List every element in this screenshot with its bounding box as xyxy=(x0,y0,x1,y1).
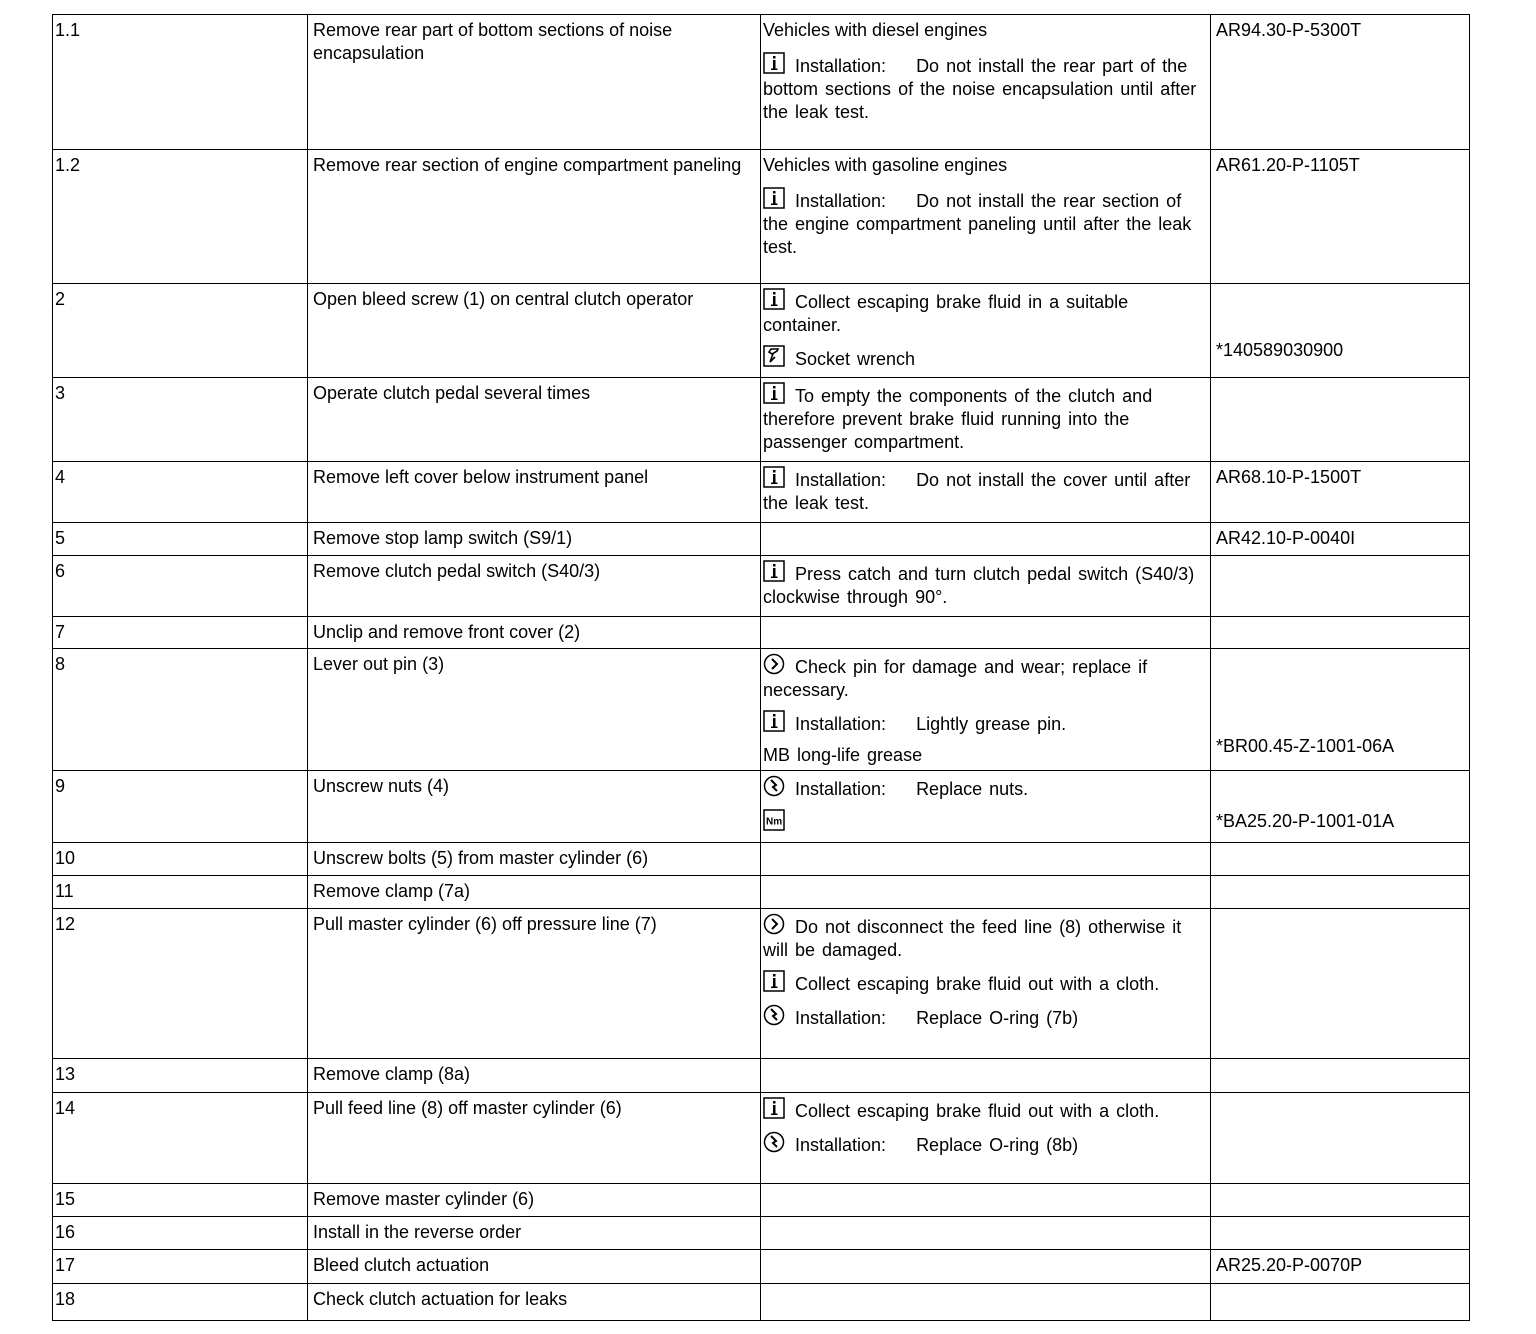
spacer xyxy=(763,42,1200,52)
step-notes xyxy=(761,1250,1211,1284)
step-number: 13 xyxy=(53,1059,308,1093)
procedure-row xyxy=(53,378,1470,462)
step-notes xyxy=(761,771,1211,843)
step-action: Remove clutch pedal switch (S40/3) xyxy=(308,556,761,617)
svg-text:Nm: Nm xyxy=(766,816,783,828)
note-label: Installation: xyxy=(795,1135,887,1155)
reference-cell xyxy=(1211,876,1470,909)
note xyxy=(763,809,1200,835)
info-icon xyxy=(763,1097,785,1119)
procedure-row xyxy=(53,843,1470,876)
reference-cell xyxy=(1211,15,1470,150)
note xyxy=(763,744,1200,767)
note-label: Installation: xyxy=(795,1008,887,1028)
procedure-row xyxy=(53,1184,1470,1217)
condition-text: Vehicles with diesel engines xyxy=(763,20,988,40)
step-number: 3 xyxy=(53,378,308,462)
step-action: Operate clutch pedal several times xyxy=(308,378,761,462)
step-notes xyxy=(761,284,1211,378)
step-notes xyxy=(761,843,1211,876)
procedure-row xyxy=(53,462,1470,523)
procedure-row xyxy=(53,1250,1470,1284)
note-text: Do not install the rear section of the engine compartment paneling until after the leak test. xyxy=(763,191,1192,257)
note xyxy=(763,775,1200,801)
step-number: 1.2 xyxy=(53,150,308,284)
note-text: To empty the components of the clutch and therefore prevent brake fluid running into the passenger compartment. xyxy=(763,386,1153,452)
inspection-icon xyxy=(763,653,785,675)
step-number: 4 xyxy=(53,462,308,523)
step-action: Install in the reverse order xyxy=(308,1217,761,1250)
procedure-row xyxy=(53,15,1470,150)
step-notes xyxy=(761,15,1211,150)
procedure-row xyxy=(53,617,1470,649)
note xyxy=(763,1097,1200,1123)
replace-icon xyxy=(763,1131,785,1153)
reference-cell xyxy=(1211,909,1470,1059)
reference-cell xyxy=(1211,1250,1470,1284)
note-label: Installation: xyxy=(795,56,887,76)
info-icon xyxy=(763,52,785,74)
note-text: Do not install the rear part of the bottom sections of the noise encapsulation until after the leak test. xyxy=(763,56,1197,122)
reference-cell xyxy=(1211,378,1470,462)
step-number: 9 xyxy=(53,771,308,843)
replace-icon xyxy=(763,775,785,797)
reference-cell xyxy=(1211,523,1470,556)
step-notes xyxy=(761,1284,1211,1321)
procedure-table xyxy=(52,14,1470,1321)
note xyxy=(763,653,1200,702)
note xyxy=(763,466,1200,515)
procedure-row xyxy=(53,1093,1470,1184)
info-icon xyxy=(763,970,785,992)
reference-cell xyxy=(1211,284,1470,378)
step-action: Remove rear part of bottom sections of noise encapsulation xyxy=(308,15,761,150)
note-text: Collect escaping brake fluid in a suitable container. xyxy=(763,292,1129,335)
step-action: Open bleed screw (1) on central clutch operator xyxy=(308,284,761,378)
step-number: 12 xyxy=(53,909,308,1059)
note xyxy=(763,1131,1200,1157)
step-action: Unclip and remove front cover (2) xyxy=(308,617,761,649)
note-text: Do not disconnect the feed line (8) otherwise it will be damaged. xyxy=(763,917,1182,960)
step-number: 18 xyxy=(53,1284,308,1321)
note xyxy=(763,970,1200,996)
step-number: 2 xyxy=(53,284,308,378)
procedure-row xyxy=(53,1284,1470,1321)
note xyxy=(763,52,1200,124)
note xyxy=(763,345,1200,371)
step-action: Remove clamp (7a) xyxy=(308,876,761,909)
step-action: Remove left cover below instrument panel xyxy=(308,462,761,523)
note xyxy=(763,710,1200,736)
info-icon xyxy=(763,560,785,582)
reference-code: AR61.20-P-1105T xyxy=(1216,155,1360,175)
step-number: 7 xyxy=(53,617,308,649)
reference-cell xyxy=(1211,843,1470,876)
note xyxy=(763,560,1200,609)
step-notes xyxy=(761,649,1211,771)
reference-cell xyxy=(1211,1217,1470,1250)
step-action: Bleed clutch actuation xyxy=(308,1250,761,1284)
note-text: Socket wrench xyxy=(795,349,916,369)
procedure-row xyxy=(53,1059,1470,1093)
step-action: Pull master cylinder (6) off pressure line (7) xyxy=(308,909,761,1059)
procedure-row xyxy=(53,556,1470,617)
procedure-row xyxy=(53,150,1470,284)
procedure-row xyxy=(53,1217,1470,1250)
note-text: Replace O-ring (8b) xyxy=(916,1135,1079,1155)
note-label: Installation: xyxy=(795,470,887,490)
step-action: Lever out pin (3) xyxy=(308,649,761,771)
note xyxy=(763,382,1200,454)
note-text: Replace O-ring (7b) xyxy=(916,1008,1079,1028)
socket-wrench-icon xyxy=(763,345,785,367)
step-action: Unscrew nuts (4) xyxy=(308,771,761,843)
note-text: Replace nuts. xyxy=(916,779,1029,799)
info-icon xyxy=(763,710,785,732)
step-number: 5 xyxy=(53,523,308,556)
reference-cell xyxy=(1211,462,1470,523)
reference-cell xyxy=(1211,649,1470,771)
reference-cell xyxy=(1211,556,1470,617)
step-notes xyxy=(761,523,1211,556)
step-action: Remove master cylinder (6) xyxy=(308,1184,761,1217)
info-icon xyxy=(763,187,785,209)
spacer xyxy=(1216,288,1469,339)
reference-code: AR94.30-P-5300T xyxy=(1216,20,1362,40)
step-notes xyxy=(761,617,1211,649)
note xyxy=(763,1004,1200,1030)
step-action: Pull feed line (8) off master cylinder (6) xyxy=(308,1093,761,1184)
reference-code: *BA25.20-P-1001-01A xyxy=(1216,811,1395,831)
step-number: 1.1 xyxy=(53,15,308,150)
info-icon xyxy=(763,466,785,488)
note-text: Do not install the cover until after the leak test. xyxy=(763,470,1191,513)
procedure-row xyxy=(53,876,1470,909)
step-number: 6 xyxy=(53,556,308,617)
note xyxy=(763,187,1200,259)
step-number: 15 xyxy=(53,1184,308,1217)
step-notes xyxy=(761,378,1211,462)
procedure-row xyxy=(53,771,1470,843)
note-label: Installation: xyxy=(795,191,887,211)
reference-code: *BR00.45-Z-1001-06A xyxy=(1216,736,1395,756)
caution-icon xyxy=(763,913,785,935)
reference-code: AR25.20-P-0070P xyxy=(1216,1255,1363,1275)
procedure-table-body xyxy=(53,15,1470,1321)
step-notes xyxy=(761,909,1211,1059)
reference-code: *140589030900 xyxy=(1216,340,1344,360)
step-action: Remove clamp (8a) xyxy=(308,1059,761,1093)
step-notes xyxy=(761,462,1211,523)
spacer xyxy=(1216,775,1469,810)
note-text: Check pin for damage and wear; replace if necessary. xyxy=(763,657,1148,700)
step-notes xyxy=(761,876,1211,909)
reference-cell xyxy=(1211,150,1470,284)
reference-cell xyxy=(1211,771,1470,843)
step-notes xyxy=(761,1184,1211,1217)
step-number: 8 xyxy=(53,649,308,771)
step-notes xyxy=(761,1217,1211,1250)
reference-code: AR68.10-P-1500T xyxy=(1216,467,1362,487)
procedure-row xyxy=(53,649,1470,771)
info-icon xyxy=(763,288,785,310)
reference-cell xyxy=(1211,1184,1470,1217)
note-text: Lightly grease pin. xyxy=(916,714,1067,734)
torque-nm-icon xyxy=(763,809,785,831)
procedure-row xyxy=(53,909,1470,1059)
condition-text: Vehicles with gasoline engines xyxy=(763,155,1008,175)
note xyxy=(763,288,1200,337)
reference-cell xyxy=(1211,1284,1470,1321)
note-text: MB long-life grease xyxy=(763,745,923,765)
note-text: Collect escaping brake fluid out with a cloth. xyxy=(795,974,1160,994)
procedure-row xyxy=(53,284,1470,378)
reference-cell xyxy=(1211,1059,1470,1093)
note xyxy=(763,913,1200,962)
step-action: Check clutch actuation for leaks xyxy=(308,1284,761,1321)
reference-cell xyxy=(1211,617,1470,649)
reference-cell xyxy=(1211,1093,1470,1184)
step-action: Remove rear section of engine compartment paneling xyxy=(308,150,761,284)
spacer xyxy=(1216,653,1469,735)
step-notes xyxy=(761,1059,1211,1093)
step-number: 11 xyxy=(53,876,308,909)
step-number: 17 xyxy=(53,1250,308,1284)
info-icon xyxy=(763,382,785,404)
note-label: Installation: xyxy=(795,714,887,734)
note-label: Installation: xyxy=(795,779,887,799)
replace-icon xyxy=(763,1004,785,1026)
step-notes xyxy=(761,150,1211,284)
step-notes xyxy=(761,1093,1211,1184)
step-number: 16 xyxy=(53,1217,308,1250)
step-number: 10 xyxy=(53,843,308,876)
step-action: Unscrew bolts (5) from master cylinder (6) xyxy=(308,843,761,876)
note-text: Press catch and turn clutch pedal switch (S40/3) clockwise through 90°. xyxy=(763,564,1195,607)
note-text: Collect escaping brake fluid out with a cloth. xyxy=(795,1101,1160,1121)
reference-code: AR42.10-P-0040I xyxy=(1216,528,1356,548)
spacer xyxy=(763,177,1200,187)
step-action: Remove stop lamp switch (S9/1) xyxy=(308,523,761,556)
step-number: 14 xyxy=(53,1093,308,1184)
procedure-row xyxy=(53,523,1470,556)
step-notes xyxy=(761,556,1211,617)
